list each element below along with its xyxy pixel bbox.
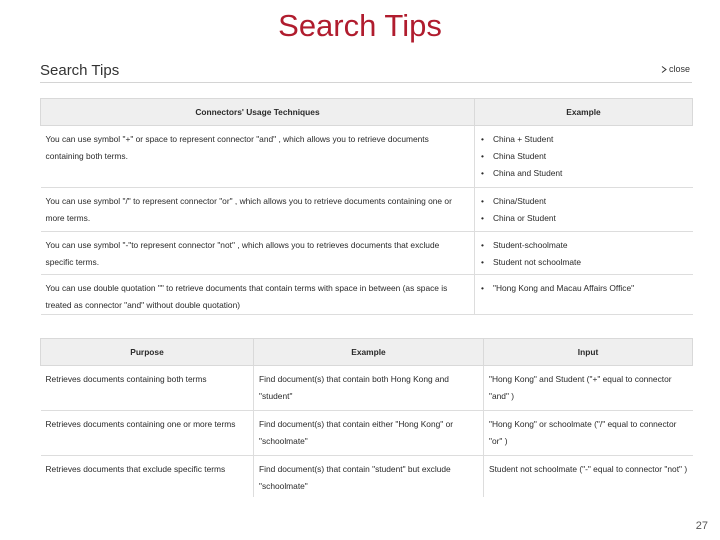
purpose-cell: Retrieves documents containing both terms	[41, 366, 254, 411]
table-row	[41, 456, 693, 498]
example-cell	[475, 275, 693, 315]
table-row	[41, 275, 693, 315]
table-row	[41, 126, 693, 188]
example-item: • China or Student	[480, 210, 688, 227]
example-cell: Find document(s) that contain both Hong Kong and "student"	[254, 366, 484, 411]
purpose-table	[40, 338, 693, 497]
table-row	[41, 366, 693, 411]
example-item: • Student-schoolmate	[480, 237, 688, 254]
example-cell	[475, 188, 693, 232]
close-button[interactable]	[661, 64, 690, 74]
example-item: • China + Student	[480, 131, 688, 148]
connectors-usage-table	[40, 98, 693, 315]
technique-cell: You can use symbol "+" or space to represent connector "and" , which allows you to retrieve documents containing both terms.	[41, 126, 475, 188]
column-header-input: Input	[484, 339, 693, 366]
close-arrow-icon	[661, 66, 667, 73]
column-header-purpose: Purpose	[41, 339, 254, 366]
example-list	[480, 193, 688, 227]
example-cell: Find document(s) that contain either "Hong Kong" or "schoolmate"	[254, 411, 484, 456]
panel-title: Search Tips	[40, 62, 120, 79]
example-item: • China/Student	[480, 193, 688, 210]
input-cell: "Hong Kong" and Student ("+" equal to connector "and" )	[484, 366, 693, 411]
table-header-row	[41, 99, 693, 126]
example-list	[480, 280, 688, 297]
table-row	[41, 188, 693, 232]
search-tips-panel-header	[40, 60, 692, 83]
technique-cell: You can use double quotation "" to retrieve documents that contain terms with space in between (as space is treated as connector "and" without double quotation)	[41, 275, 475, 315]
input-cell: Student not schoolmate ("-" equal to connector "not" )	[484, 456, 693, 498]
table-row	[41, 411, 693, 456]
slide-title: Search Tips	[278, 8, 442, 43]
input-cell: "Hong Kong" or schoolmate ("/" equal to connector "or" )	[484, 411, 693, 456]
example-item: • "Hong Kong and Macau Affairs Office"	[480, 280, 688, 297]
column-header-example: Example	[254, 339, 484, 366]
close-label: close	[668, 64, 690, 74]
technique-cell: You can use symbol "/" to represent connector "or" , which allows you to retrieve documents containing one or more terms.	[41, 188, 475, 232]
column-header-techniques: Connectors' Usage Techniques	[41, 99, 475, 126]
page-number: 27	[695, 520, 708, 532]
example-list	[480, 237, 688, 271]
table-row	[41, 232, 693, 275]
example-item: • Student not schoolmate	[480, 254, 688, 271]
table-header-row	[41, 339, 693, 366]
purpose-cell: Retrieves documents containing one or more terms	[41, 411, 254, 456]
technique-cell: You can use symbol "-"to represent connector "not" , which allows you to retrieves documents that exclude specific terms.	[41, 232, 475, 275]
column-header-example: Example	[475, 99, 693, 126]
example-cell	[475, 232, 693, 275]
example-item: • China and Student	[480, 165, 688, 182]
example-list	[480, 131, 688, 182]
example-item: • China Student	[480, 148, 688, 165]
purpose-cell: Retrieves documents that exclude specific terms	[41, 456, 254, 498]
example-cell	[475, 126, 693, 188]
example-cell: Find document(s) that contain "student" but exclude "schoolmate"	[254, 456, 484, 498]
